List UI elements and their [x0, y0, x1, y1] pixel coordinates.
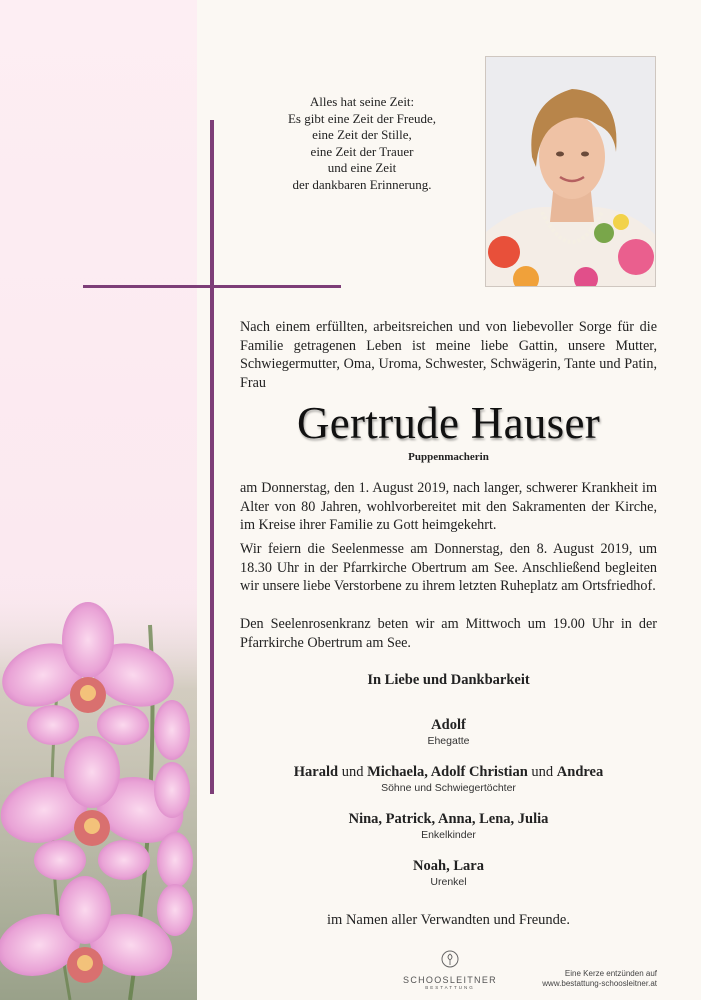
poem-line: Es gibt eine Zeit der Freude, [287, 110, 436, 126]
poem-line: Alles hat seine Zeit: [309, 94, 415, 109]
brand-name: SCHOOSLEITNER [403, 975, 497, 985]
rose-icon [441, 950, 459, 968]
candle-text: Eine Kerze entzünden auf [564, 969, 657, 978]
closing-line: In Liebe und Dankbarkeit [367, 672, 530, 688]
family-greatgrandchildren [240, 857, 657, 888]
family-role: Urenkel [430, 876, 467, 888]
brand-subtitle: BESTATTUNG [425, 985, 475, 990]
family-name: Harald [293, 764, 339, 780]
orchid-decoration [0, 585, 197, 1000]
family-spouse [240, 716, 657, 747]
family-role: Söhne und Schwiegertöchter [381, 782, 516, 794]
poem [262, 94, 462, 193]
portrait-photo [485, 56, 656, 287]
funeral-home-logo [400, 950, 500, 990]
family-conjunction: und [531, 764, 554, 780]
family-name: Michaela, Adolf Christian [367, 764, 528, 780]
family-role: Enkelkinder [421, 829, 476, 841]
cross-horizontal-bar [83, 285, 341, 288]
cross-vertical-bar [210, 120, 214, 794]
poem-line: eine Zeit der Trauer [310, 143, 414, 159]
poem-line: eine Zeit der Stille, [312, 127, 412, 142]
family-name: Nina, Patrick, Anna, Lena, Julia [348, 811, 549, 827]
candle-link[interactable]: www.bestattung-schoosleitner.at [542, 979, 657, 988]
family-name: Adolf [431, 717, 466, 733]
family-grandchildren [240, 810, 657, 841]
candle-notice [542, 969, 657, 989]
paragraph-death: am Donnerstag, den 1. August 2019, nach langer, schwerer Krankheit im Alter von 80 Jahren, wohlvorbereitet mit den Sakramenten der Kirche, im Kreise ihrer Familie zu Gott heimgekehrt. [240, 480, 657, 533]
deceased-occupation: Puppenmacherin [408, 451, 489, 463]
deceased-name: Gertrude Hauser [296, 398, 601, 448]
family-name: Noah, Lara [413, 858, 484, 874]
poem-line: der dankbaren Erinnerung. [292, 176, 432, 192]
family-children [240, 763, 657, 794]
family-name: Andrea [556, 764, 604, 780]
paragraph-rosary: Den Seelenrosenkranz beten wir am Mittwoch um 19.00 Uhr in der Pfarrkirche Obertrum am See. [240, 616, 657, 651]
family-conjunction: und [341, 764, 364, 780]
family-role: Ehegatte [427, 735, 470, 747]
intro-text: Nach einem erfüllten, arbeitsreichen und von liebevoller Sorge für die Familie getragenen Leben ist meine liebe Gattin, unsere Mutter, Schwiegermutter, Oma, Uroma, Schwester, Schwägerin, Tante und Patin, Frau [240, 319, 657, 391]
relatives-line: im Namen aller Verwandten und Freunde. [327, 912, 570, 928]
poem-line: und eine Zeit [327, 160, 397, 175]
paragraph-mass: Wir feiern die Seelenmesse am Donnerstag, den 8. August 2019, um 18.30 Uhr in der Pfarrkirche Obertrum am See. Anschließend begleiten wir unsere liebe Verstorbene zu ihrem letzten Ruheplatz am Ortsfriedhof. [240, 541, 657, 594]
